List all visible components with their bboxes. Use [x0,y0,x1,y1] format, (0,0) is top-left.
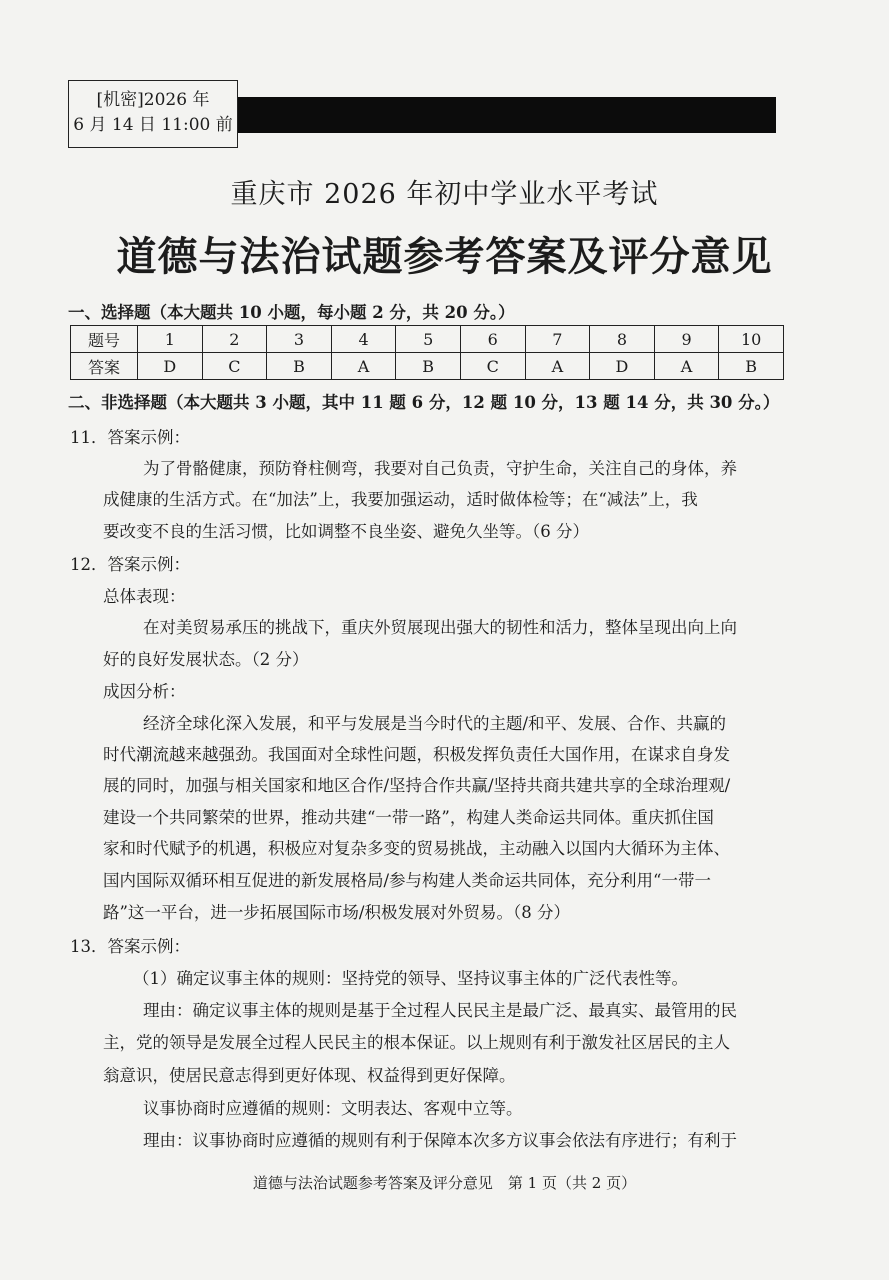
document-title: 道德与法治试题参考答案及评分意见 [116,233,773,280]
q12-line: 经济全球化深入发展，和平与发展是当今时代的主题/和平、发展、合作、共赢的 [143,714,727,733]
q13-line: 理由：确定议事主体的规则是基于全过程人民民主是最广泛、最真实、最管用的民 [143,1001,737,1020]
number-cell: 9 [654,326,719,353]
q13-line: 主，党的领导是发展全过程人民民主的根本保证。以上规则有利于激发社区居民的主人 [103,1033,730,1052]
answer-table [70,325,784,380]
confidential-label: [机密]2026 年 [96,90,210,110]
exam-name: 重庆市 2026 年初中学业水平考试 [230,179,659,210]
answer-cell: A [331,353,396,380]
q11-line: 要改变不良的生活习惯，比如调整不良坐姿、避免久坐等。（6 分） [103,522,589,541]
answer-cell: C [460,353,525,380]
redaction-bar [238,97,776,133]
number-cell: 2 [202,326,267,353]
q13-item1: （1）确定议事主体的规则：坚持党的领导、坚持议事主体的广泛代表性等。 [133,969,688,988]
q12-line: 时代潮流越来越强劲。我国面对全球性问题，积极发挥负责任大国作用，在谋求自身发 [103,745,730,764]
answer-row [71,353,784,380]
q13-reason2: 理由：议事协商时应遵循的规则有利于保障本次多方议事会依法有序进行；有利于 [143,1131,737,1150]
answer-cell: B [396,353,461,380]
answer-cell: A [525,353,590,380]
answer-cell: C [202,353,267,380]
q11-label: 11．答案示例： [70,428,190,447]
number-cell: 4 [331,326,396,353]
q12-subheading-causes: 成因分析： [103,682,186,701]
number-cell: 5 [396,326,461,353]
q13-label: 13．答案示例： [70,937,190,956]
q12-line: 建设一个共同繁荣的世界，推动共建“一带一路”，构建人类命运共同体。重庆抓住国 [103,808,714,827]
row-label-number: 题号 [71,326,138,353]
section1-heading: 一、选择题（本大题共 10 小题，每小题 2 分，共 20 分。） [68,303,515,322]
q13-rule2: 议事协商时应遵循的规则：文明表达、客观中立等。 [143,1099,523,1118]
answer-cell: B [267,353,332,380]
answer-cell: A [654,353,719,380]
q12-line: 国内国际双循环相互促进的新发展格局/参与构建人类命运共同体，充分利用“一带一 [103,871,711,890]
number-cell: 8 [590,326,655,353]
q13-line: 翁意识，使居民意志得到更好体现、权益得到更好保障。 [103,1066,516,1085]
q11-line: 为了骨骼健康，预防脊柱侧弯，我要对自己负责，守护生命，关注自己的身体，养 [143,459,737,478]
q12-line: 好的良好发展状态。（2 分） [103,650,309,669]
question-number-row [71,326,784,353]
answer-cell: B [719,353,784,380]
number-cell: 3 [267,326,332,353]
q12-line: 在对美贸易承压的挑战下，重庆外贸展现出强大的韧性和活力，整体呈现出向上向 [143,618,737,637]
q12-line: 展的同时，加强与相关国家和地区合作/坚持合作共赢/坚持共商共建共享的全球治理观/ [103,776,731,795]
q12-line: 路”这一平台，进一步拓展国际市场/积极发展对外贸易。（8 分） [103,903,570,922]
section2-heading: 二、非选择题（本大题共 3 小题，其中 11 题 6 分，12 题 10 分，13 题 14 分，共 30 分。） [68,393,780,412]
number-cell: 6 [460,326,525,353]
number-cell: 7 [525,326,590,353]
q11-line: 成健康的生活方式。在“加法”上，我要加强运动，适时做体检等；在“减法”上，我 [103,490,698,509]
q12-subheading-overall: 总体表现： [103,587,186,606]
number-cell: 1 [138,326,203,353]
answer-cell: D [590,353,655,380]
q12-line: 家和时代赋予的机遇，积极应对复杂多变的贸易挑战，主动融入以国内大循环为主体、 [103,839,730,858]
confidential-deadline: 6 月 14 日 11:00 前 [73,115,233,135]
confidential-notice-box [68,80,238,148]
page-footer: 道德与法治试题参考答案及评分意见 第 1 页（共 2 页） [252,1174,637,1192]
q12-label: 12．答案示例： [70,555,190,574]
row-label-answer: 答案 [71,353,138,380]
answer-cell: D [138,353,203,380]
number-cell: 10 [719,326,784,353]
